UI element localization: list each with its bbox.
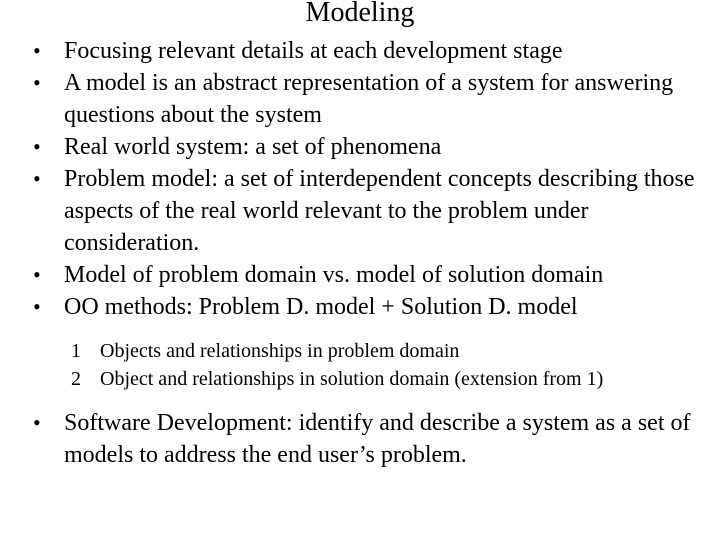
bullet-item: [0, 259, 712, 291]
slide-title: Modeling: [305, 0, 415, 28]
bullet-list: [0, 35, 720, 471]
bullet-text: Software Development: identify and describe a system as a set of models to address the end user’s problem.: [64, 410, 691, 468]
bullet-text: A model is an abstract representation of a system for answering questions about the system: [64, 70, 674, 128]
bullet-item: [0, 163, 712, 259]
bullet-icon: •: [33, 38, 41, 63]
sub-list-container: [0, 337, 720, 393]
sub-item-text: Object and relationships in solution domain (extension from 1): [100, 368, 604, 390]
bullet-item: [0, 67, 712, 131]
sub-item-number: 1: [71, 340, 81, 362]
bullet-icon: •: [33, 410, 41, 435]
bullet-icon: •: [33, 166, 41, 191]
bullet-text: Problem model: a set of interdependent concepts describing those aspects of the real world relevant to the problem under consideration.: [64, 166, 695, 256]
bullet-icon: •: [33, 262, 41, 287]
bullet-text: Real world system: a set of phenomena: [64, 134, 442, 160]
bullet-item: [0, 131, 712, 163]
bullet-icon: •: [33, 134, 41, 159]
bullet-icon: •: [33, 70, 41, 95]
sub-item-number: 2: [71, 368, 81, 390]
numbered-sub-list: [0, 337, 720, 393]
bullet-text: Model of problem domain vs. model of solution domain: [64, 262, 604, 288]
spacer: [0, 393, 720, 407]
sub-item-text: Objects and relationships in problem domain: [100, 340, 460, 362]
bullet-item: [0, 291, 712, 323]
bullet-item: [0, 407, 712, 471]
bullet-icon: •: [33, 294, 41, 319]
sub-list-item: [0, 365, 715, 393]
sub-list-item: [0, 337, 715, 365]
spacer: [0, 323, 720, 337]
bullet-item: [0, 35, 712, 67]
bullet-text: Focusing relevant details at each development stage: [64, 38, 563, 64]
bullet-text: OO methods: Problem D. model + Solution D. model: [64, 294, 578, 320]
